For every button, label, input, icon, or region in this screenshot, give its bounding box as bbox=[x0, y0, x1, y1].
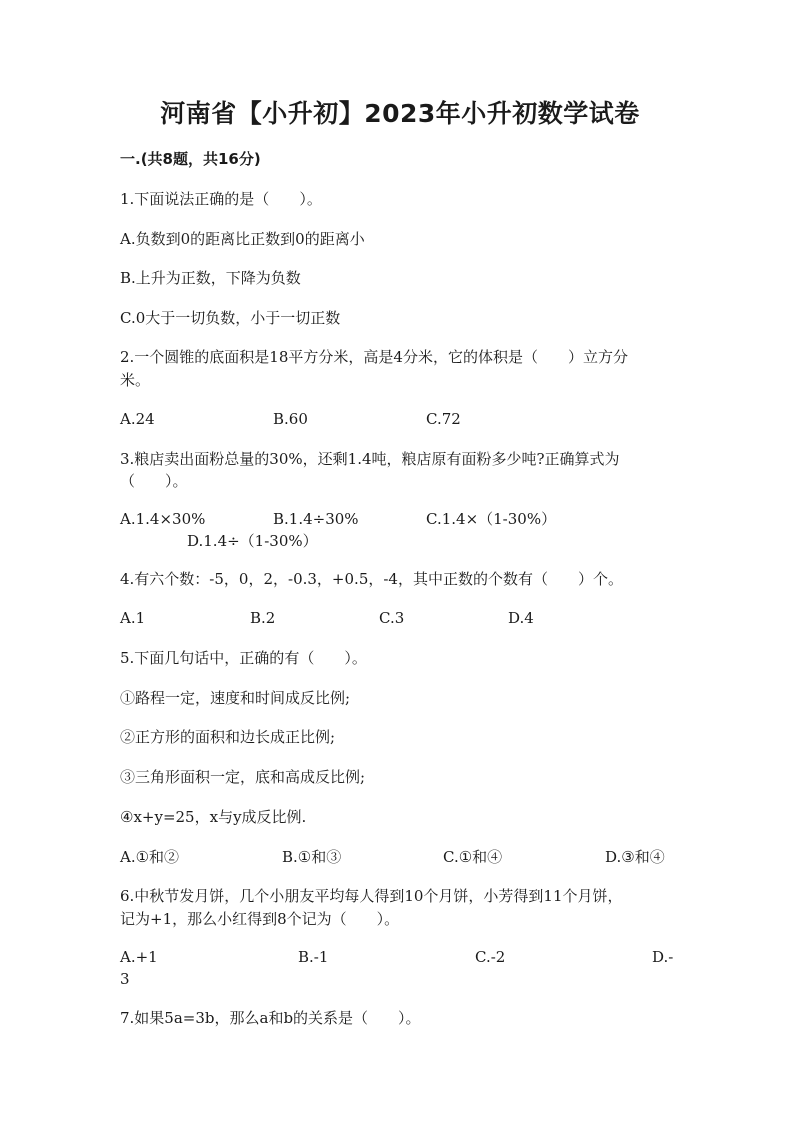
question-5-option-c: C.①和④ bbox=[443, 848, 503, 866]
question-5-option-a: A.①和② bbox=[120, 848, 180, 866]
page-title: 河南省【小升初】2023年小升初数学试卷 bbox=[160, 99, 640, 128]
question-2-stem-line-2: 米。 bbox=[120, 371, 151, 389]
question-1-option-b: B.上升为正数，下降为负数 bbox=[120, 269, 301, 287]
question-4-option-d: D.4 bbox=[508, 609, 534, 627]
question-5-option-d: D.③和④ bbox=[605, 848, 665, 866]
question-6-stem-line-1: 6.中秋节发月饼，几个小朋友平均每人得到10个月饼，小芳得到11个月饼， bbox=[120, 887, 623, 905]
question-3-option-b: B.1.4÷30% bbox=[273, 510, 359, 528]
question-2-option-a: A.24 bbox=[120, 410, 155, 428]
question-6-option-c: C.-2 bbox=[475, 948, 506, 966]
question-3-option-c: C.1.4×（1-30%） bbox=[426, 510, 557, 528]
section-heading: 一.(共8题，共16分) bbox=[120, 150, 261, 168]
question-6-option-d: D.- bbox=[652, 948, 674, 966]
question-4-stem: 4.有六个数：-5，0，2，-0.3，+0.5，-4，其中正数的个数有（ ）个。 bbox=[120, 570, 623, 588]
question-3-stem-line-2: （ ）。 bbox=[120, 472, 188, 490]
question-1-stem: 1.下面说法正确的是（ ）。 bbox=[120, 190, 322, 208]
question-5-statement-4: ④x+y=25，x与y成反比例. bbox=[120, 808, 307, 826]
question-4-option-b: B.2 bbox=[250, 609, 276, 627]
question-1-option-c: C.0大于一切负数，小于一切正数 bbox=[120, 309, 341, 327]
question-3-option-a: A.1.4×30% bbox=[120, 510, 206, 528]
question-5-statement-3: ③三角形面积一定，底和高成反比例; bbox=[120, 768, 366, 786]
question-3-stem-line-1: 3.粮店卖出面粉总量的30%，还剩1.4吨，粮店原有面粉多少吨?正确算式为 bbox=[120, 450, 620, 468]
question-5-option-b: B.①和③ bbox=[282, 848, 342, 866]
question-5-stem: 5.下面几句话中，正确的有（ ）。 bbox=[120, 649, 367, 667]
question-2-option-c: C.72 bbox=[426, 410, 461, 428]
question-3-option-d: D.1.4÷（1-30%） bbox=[187, 532, 318, 550]
question-6-stem-line-2: 记为+1，那么小红得到8个记为（ ）。 bbox=[120, 910, 400, 928]
question-1-option-a: A.负数到0的距离比正数到0的距离小 bbox=[120, 230, 365, 248]
question-5-statement-1: ①路程一定，速度和时间成反比例; bbox=[120, 689, 351, 707]
question-4-option-c: C.3 bbox=[379, 609, 405, 627]
question-5-statement-2: ②正方形的面积和边长成正比例; bbox=[120, 728, 336, 746]
question-2-option-b: B.60 bbox=[273, 410, 308, 428]
question-6-option-d-wrap: 3 bbox=[120, 970, 130, 988]
question-7-stem: 7.如果5a=3b，那么a和b的关系是（ ）。 bbox=[120, 1009, 421, 1027]
question-4-option-a: A.1 bbox=[120, 609, 146, 627]
question-6-option-a: A.+1 bbox=[120, 948, 158, 966]
question-6-option-b: B.-1 bbox=[298, 948, 329, 966]
question-2-stem-line-1: 2.一个圆锥的底面积是18平方分米，高是4分米，它的体积是（ ）立方分 bbox=[120, 348, 628, 366]
